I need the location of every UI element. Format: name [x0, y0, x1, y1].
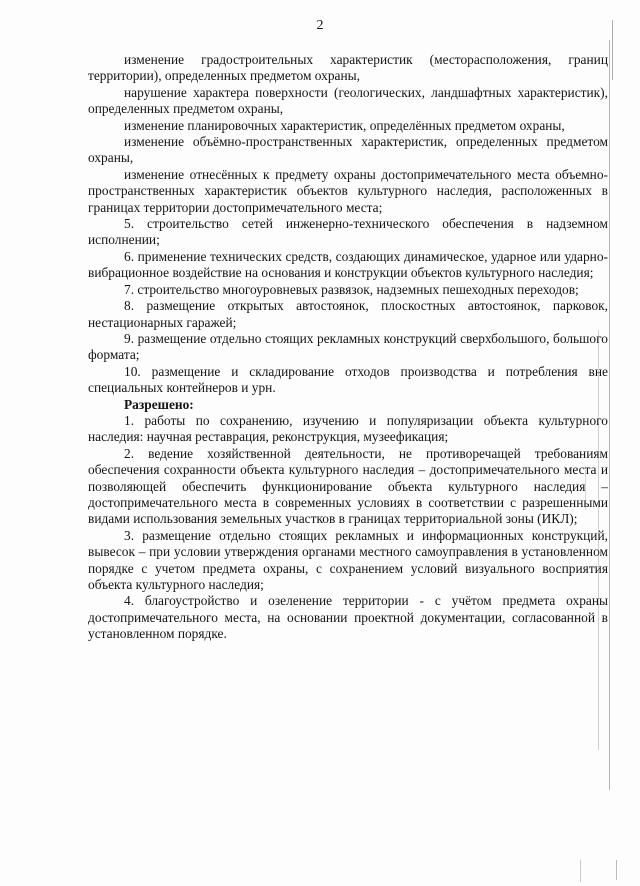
scan-artifact-line — [609, 40, 610, 790]
paragraph-allowed: 3. размещение отдельно стоящих рекламных и информационных конструкций, вывесок – при условии утверждения органами местного самоуправления в установленном порядке с учетом предмета охраны, с сохранением условий визуального восприятия объекта культурного наследия; — [88, 527, 608, 592]
paragraph-restriction: изменение объёмно-пространственных характеристик, определенных предметом охраны, — [88, 134, 608, 166]
paragraph-restriction: 10. размещение и складирование отходов производства и потребления вне специальных контейнеров и урн. — [88, 363, 608, 396]
scan-artifact-line — [612, 20, 613, 80]
document-body — [88, 52, 608, 643]
paragraph-allowed: 2. ведение хозяйственной деятельности, не противоречащей требованиям обеспечения сохранности объекта культурного наследия – достопримечательного места и позволяющей обеспечить функционирование объекта культурного наследия – достопримечательного места в современных условиях в соответствии с разрешенными видами использования земельных участков в границах территориальной зоны (ИКЛ); — [88, 445, 608, 527]
scan-artifact-line — [598, 330, 599, 750]
paragraph-restriction: изменение градостроительных характеристик (месторасположения, границ территории), определенных предметом охраны, — [88, 52, 608, 84]
paragraph-restriction: 6. применение технических средств, создающих динамическое, ударное или ударно-вибрационное воздействие на основания и конструкции объектов культурного наследия; — [88, 248, 608, 281]
paragraph-restriction: 7. строительство многоуровневых развязок, надземных пешеходных переходов; — [124, 281, 579, 297]
allowed-heading: Разрешено: — [124, 396, 194, 412]
scan-artifact-line — [580, 860, 581, 882]
paragraph-restriction: 9. размещение отдельно стоящих рекламных конструкций сверхбольшого, большого формата; — [88, 330, 608, 363]
scan-artifact-line — [616, 860, 617, 880]
paragraph-restriction: 8. размещение открытых автостоянок, плоскостных автостоянок, парковок, нестационарных гаражей; — [88, 298, 608, 330]
paragraph-restriction: изменение планировочных характеристик, определённых предметом охраны, — [124, 117, 565, 133]
page-number: 2 — [316, 18, 324, 33]
paragraph-allowed: 4. благоустройство и озеленение территории - с учётом предмета охраны достопримечательного места, на основании проектной документации, согласованной в установленном порядке. — [88, 593, 608, 642]
paragraph-allowed: 1. работы по сохранению, изучению и популяризации объекта культурного наследия: научная реставрация, реконструкция, музеефикация; — [88, 412, 608, 445]
paragraph-restriction: 5. строительство сетей инженерно-технического обеспечения в надземном исполнении; — [88, 216, 608, 248]
paragraph-restriction: нарушение характера поверхности (геологических, ландшафтных характеристик), определенных предметом охраны, — [88, 84, 608, 117]
scan-artifact-line — [585, 470, 586, 510]
paragraph-restriction: изменение отнесённых к предмету охраны достопримечательного места объемно-пространственных характеристик объектов культурного наследия, расположенных в границах территории достопримечательного места; — [88, 166, 608, 215]
